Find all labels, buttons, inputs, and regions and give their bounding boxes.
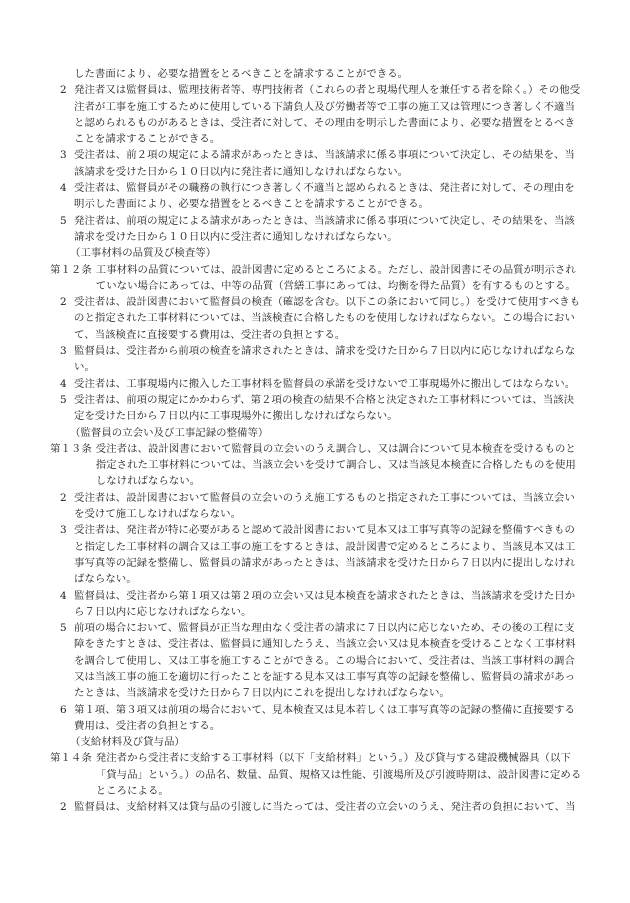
article-12-items (60, 294, 582, 424)
item-text: 第１項、第３項又は前項の場合において、見本検査又は見本若しくは工事写真等の記録の整備に直接要する費用は、受注者の負担とする。 (74, 703, 575, 732)
list-item (60, 392, 582, 425)
list-item (60, 82, 582, 147)
article-text: 受注者は、設計図書において監督員の立会いのうえ調合し、又は調合について見本検査を受けるものと指定された工事材料については、当該立会いを受けて調合し、又は当該見本検査に合格したものを使用しなければならない。 (95, 442, 576, 488)
list-item (60, 702, 582, 735)
item-number: 2 (60, 491, 67, 504)
item-number: 4 (60, 182, 67, 195)
item-text: 前項の場合において、監督員が正当な理由なく受注者の請求に７日以内に応じないため、その後の工程に支障をきたすときは、受注者は、監督員に通知したうえ、当該立会い又は見本検査を受けることなく工事材料を調合して使用し、又は工事を施工することができる。この場合において、受注者は、当該工事材料の調合又は当該工事の施工を適切に行ったことを証する見本又は工事写真等の記録を整備し、監督員の請求があったときは、当該請求を受けた日から７日以内にこれを提出しなければならない。 (74, 622, 576, 700)
document-page (50, 66, 582, 816)
item-number: 2 (60, 801, 67, 814)
article-text: 発注者から受注者に支給する工事材料（以下「支給材料」という。）及び貸与する建設機械器具（以下「貸与品」という。）の品名、数量、品質、規格又は性能、引渡場所及び引渡時期は、設計図書に定めるところによる。 (95, 752, 582, 798)
item-number: 2 (60, 296, 67, 309)
section-heading-12: （工事材料の品質及び検査等） (70, 247, 217, 260)
list-item (60, 620, 582, 701)
item-text: 受注者は、発注者が特に必要があると認めて設計図書において見本又は工事写真等の記録を整備すべきものと指定した工事材料の調合又は工事の施工をするときは、設計図書で定めるところにより、当該見本又は工事写真等の記録を整備し、監督員の請求があったときは、当該請求を受けた日から７日以内に提出しなければならない。 (74, 524, 576, 586)
item-text: 監督員は、支給材料又は貸与品の引渡しに当たっては、受注者の立会いのうえ、発注者の負担において、当 (74, 801, 576, 814)
item-number: 5 (60, 214, 67, 227)
item-number: 4 (60, 377, 67, 390)
article-text: 工事材料の品質については、設計図書に定めるところによる。ただし、設計図書にその品質が明示されていない場合にあっては、中等の品質（営繕工事にあっては、均衡を得た品質）を有するものとする。 (95, 263, 576, 292)
item-number: 3 (60, 149, 67, 162)
item-number: 4 (60, 589, 67, 602)
item-text: 受注者は、監督員がその職務の執行につき著しく不適当と認められるときは、発注者に対して、その理由を明示した書面により、必要な措置をとるべきことを請求することができる。 (74, 182, 575, 211)
article-number: 第１３条 (50, 442, 92, 455)
list-item (60, 147, 582, 180)
list-item (60, 799, 582, 815)
article-number: 第１２条 (50, 263, 92, 276)
article-14-items (60, 799, 582, 815)
article-12 (50, 262, 582, 295)
list-item (60, 522, 582, 587)
item-text: 受注者は、工事現場内に搬入した工事材料を監督員の承諾を受けないで工事現場外に搬出してはならない。 (74, 377, 576, 390)
list-item (60, 180, 582, 213)
item-text: 受注者は、前項の規定にかかわらず、第２項の検査の結果不合格と決定された工事材料については、当該決定を受けた日から７日以内に工事現場外に搬出しなければならない。 (74, 393, 575, 423)
article-13-items (60, 490, 582, 734)
item-text: 監督員は、受注者から第１項又は第２項の立会い又は見本検査を請求されたときは、当該請求を受けた日から７日以内に応じなければならない。 (74, 589, 576, 618)
item-text: 発注者は、前項の規定による請求があったときは、当該請求に係る事項について決定し、その結果を、当該請求を受けた日から１０日以内に受注者に通知しなければならない。 (74, 214, 575, 243)
article-13 (50, 441, 582, 490)
item-text: 発注者又は監督員は、監理技術者等、専門技術者（これらの者と現場代理人を兼任する者を除く。）その他受注者が工事を施工するために使用している下請負人及び労働者等で工事の施工又は管理につき著しく不適当と認められるものがあるときは、受注者に対して、その理由を明示した書面により、必要な措置をとるべきことを請求することができる。 (74, 84, 581, 146)
item-number: 6 (60, 703, 67, 716)
item-text: 監督員は、受注者から前項の検査を請求されたときは、請求を受けた日から７日以内に応じなければならない。 (74, 345, 576, 374)
list-item (60, 376, 582, 392)
item-number: 3 (60, 524, 67, 537)
section-heading-14: （支給材料及び貸与品） (70, 736, 185, 749)
article-number: 第１４条 (50, 752, 92, 765)
list-item (60, 588, 582, 621)
article-14 (50, 750, 582, 799)
article-11-items (60, 82, 582, 245)
item-number: 5 (60, 622, 67, 635)
item-number: 2 (60, 84, 67, 97)
list-item (60, 213, 582, 246)
item-number: 5 (60, 393, 67, 406)
list-item (60, 343, 582, 376)
item-text: 受注者は、前２項の規定による請求があったときは、当該請求に係る事項について決定し、その結果を、当該請求を受けた日から１０日以内に発注者に通知しなければならない。 (74, 149, 575, 178)
item-text: 受注者は、設計図書において監督員の検査（確認を含む。以下この条において同じ。）を受けて使用すべきものと指定された工事材料については、当該検査に合格したものを使用しなければならない。この場合において、当該検査に直接要する費用は、受注者の負担とする。 (74, 296, 581, 341)
section-heading-13: （監督員の立会い及び工事記録の整備等） (70, 426, 269, 439)
item-number: 3 (60, 345, 67, 358)
paragraph-continuation: した書面により、必要な措置をとるべきことを請求することができる。 (74, 68, 409, 80)
list-item (60, 294, 582, 343)
item-text: 受注者は、設計図書において監督員の立会いのうえ施工するものと指定された工事については、当該立会いを受けて施工しなければならない。 (74, 491, 575, 521)
list-item (60, 490, 582, 523)
